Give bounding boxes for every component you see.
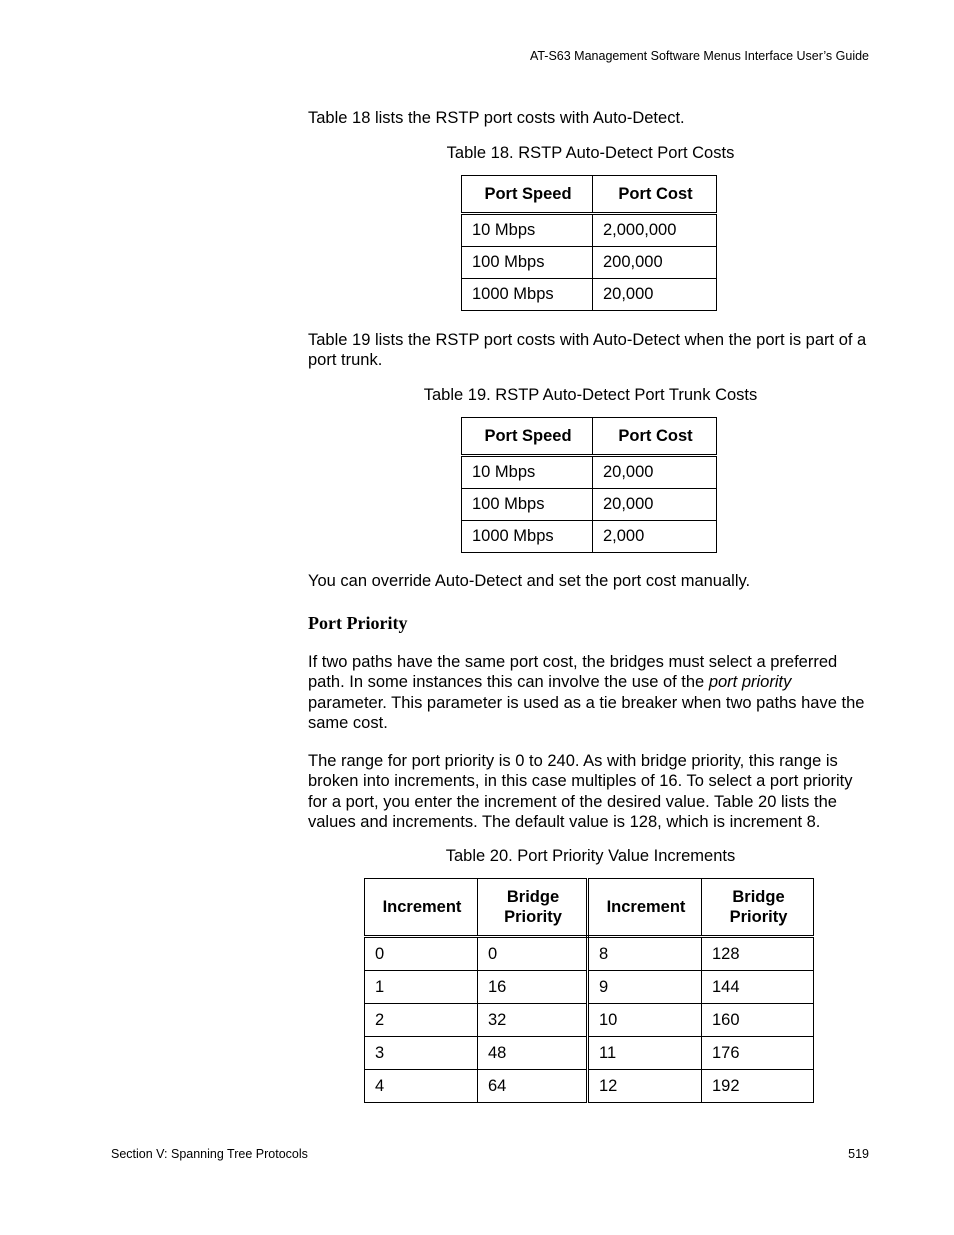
table-cell: 64 <box>478 1070 588 1103</box>
table-cell: 176 <box>702 1037 814 1070</box>
table-cell: 100 Mbps <box>462 489 593 521</box>
override-note: You can override Auto-Detect and set the port cost manually. <box>308 572 751 590</box>
page-number: 519 <box>848 1147 869 1161</box>
table-row <box>462 489 717 521</box>
table-cell: 11 <box>588 1037 702 1070</box>
footer-section: Section V: Spanning Tree Protocols <box>111 1147 308 1161</box>
table-cell: 32 <box>478 1004 588 1037</box>
table-18-caption: Table 18. RSTP Auto-Detect Port Costs <box>446 144 735 162</box>
table-cell: 128 <box>702 937 814 971</box>
table-19 <box>461 417 717 553</box>
table-row <box>462 521 717 553</box>
table-cell: 144 <box>702 971 814 1004</box>
column-header: Port Speed <box>462 418 593 456</box>
column-header: Increment <box>365 879 478 937</box>
table-cell: 0 <box>365 937 478 971</box>
table-cell: 3 <box>365 1037 478 1070</box>
paragraph-port-priority-2: The range for port priority is 0 to 240. As with bridge priority, this range is broken into increments, in this case multiples of 16. To select a port priority for a port, you enter the increment of the desired value. Table 20 lists the values and increments. The default value is 128, which is increment 8. <box>308 752 853 831</box>
column-header: Bridge Priority <box>478 879 588 937</box>
column-header: Port Cost <box>593 176 717 214</box>
table-18 <box>461 175 717 311</box>
table-cell: 20,000 <box>593 489 717 521</box>
table-cell: 12 <box>588 1070 702 1103</box>
text-run: parameter. This parameter is used as a tie breaker when two paths have the same cost. <box>308 693 865 732</box>
table-row <box>462 456 717 489</box>
table-cell: 2,000 <box>593 521 717 553</box>
table-cell: 20,000 <box>593 456 717 489</box>
table-cell: 48 <box>478 1037 588 1070</box>
table-cell: 200,000 <box>593 247 717 279</box>
section-heading: Port Priority <box>308 613 408 633</box>
text-run: If two paths have the same port cost, the bridges must select a preferred path. In some instances this can involve the use of the <box>308 653 838 692</box>
table-row <box>365 1070 814 1103</box>
table-header-row <box>462 418 717 456</box>
table-cell: 0 <box>478 937 588 971</box>
table-row <box>462 214 717 247</box>
table-row <box>365 971 814 1004</box>
table-cell: 2,000,000 <box>593 214 717 247</box>
table-row <box>462 247 717 279</box>
table-cell: 1000 Mbps <box>462 279 593 311</box>
table-cell: 10 <box>588 1004 702 1037</box>
table-cell: 20,000 <box>593 279 717 311</box>
table-cell: 10 Mbps <box>462 456 593 489</box>
table-cell: 9 <box>588 971 702 1004</box>
running-header: AT-S63 Management Software Menus Interface User’s Guide <box>529 49 869 63</box>
table-cell: 1 <box>365 971 478 1004</box>
emphasized-term: port priority <box>708 673 792 692</box>
table-cell: 8 <box>588 937 702 971</box>
column-header: Increment <box>588 879 702 937</box>
column-header: Port Cost <box>593 418 717 456</box>
table-row <box>365 1004 814 1037</box>
table-cell: 192 <box>702 1070 814 1103</box>
table-row <box>462 279 717 311</box>
table-header-row <box>365 879 814 937</box>
table-cell: 2 <box>365 1004 478 1037</box>
table-19-caption: Table 19. RSTP Auto-Detect Port Trunk Costs <box>423 386 758 404</box>
intro-table-18: Table 18 lists the RSTP port costs with Auto-Detect. <box>308 109 685 127</box>
table-row <box>365 1037 814 1070</box>
table-cell: 160 <box>702 1004 814 1037</box>
intro-table-19: Table 19 lists the RSTP port costs with Auto-Detect when the port is part of a port trunk. <box>308 331 867 370</box>
table-20-caption: Table 20. Port Priority Value Increments <box>445 847 736 865</box>
table-header-row <box>462 176 717 214</box>
table-cell: 4 <box>365 1070 478 1103</box>
column-header: Bridge Priority <box>702 879 814 937</box>
table-20 <box>364 878 814 1103</box>
paragraph-port-priority-1 <box>308 652 873 733</box>
table-row <box>365 937 814 971</box>
column-header: Port Speed <box>462 176 593 214</box>
table-cell: 16 <box>478 971 588 1004</box>
table-cell: 1000 Mbps <box>462 521 593 553</box>
table-cell: 100 Mbps <box>462 247 593 279</box>
table-cell: 10 Mbps <box>462 214 593 247</box>
